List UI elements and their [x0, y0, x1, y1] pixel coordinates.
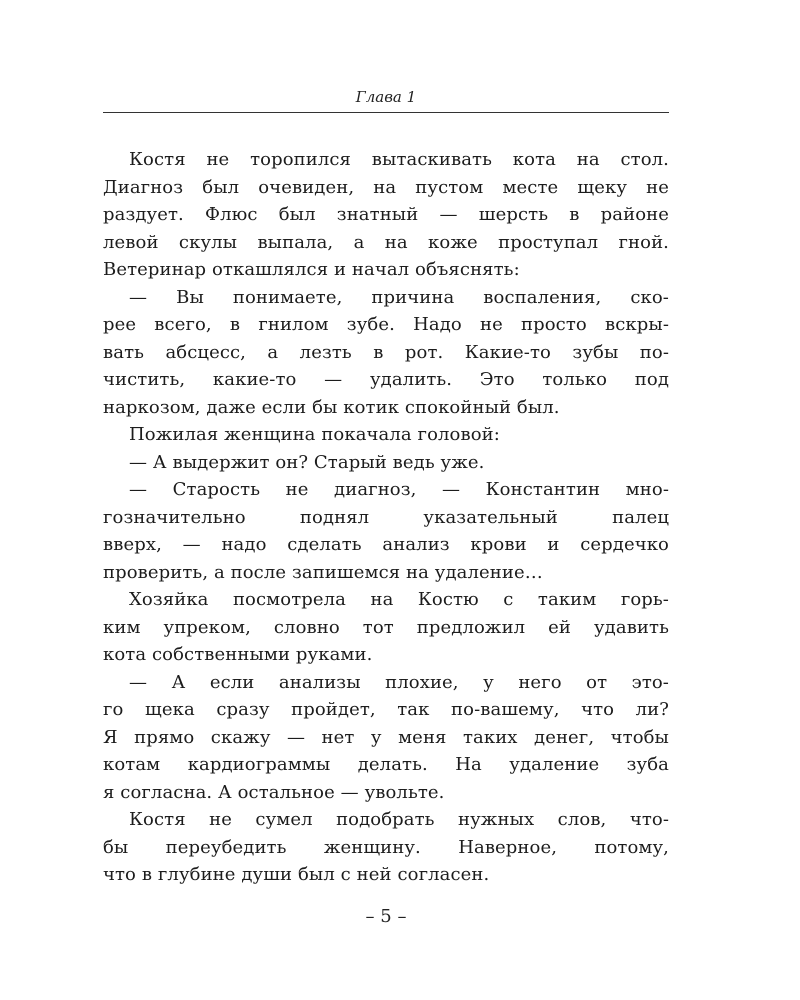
text-line: рее всего, в гнилом зубе. Надо не просто вскры- [103, 314, 669, 335]
text-line: я согласна. А остальное — увольте. [103, 781, 445, 803]
text-line: Костя не торопился вытаскивать кота на стол. [129, 149, 669, 170]
text-line: Хозяйка посмотрела на Костю с таким горь- [129, 589, 669, 610]
text-line: Костя не сумел подобрать нужных слов, что- [129, 809, 669, 830]
text-line: — Старость не диагноз, — Константин мно- [129, 479, 669, 500]
text-line: — Вы понимаете, причина воспаления, ско- [129, 286, 669, 308]
text-line: го щека сразу пройдет, так по-вашему, что ли? [103, 699, 669, 720]
text-line: Я прямо скажу — нет у меня таких денег, чтобы [103, 726, 669, 748]
text-line: Ветеринар откашлялся и начал объяснять: [103, 259, 520, 280]
text-line: гозначительно поднял указательный палец [103, 506, 669, 528]
text-line: левой скулы выпала, а на коже проступал гной. [103, 231, 669, 253]
text-line: что в глубине души был с ней согласен. [103, 864, 490, 885]
text-line: раздует. Флюс был знатный — шерсть в районе [103, 204, 669, 225]
text-line: котам кардиограммы делать. На удаление зуба [103, 754, 669, 775]
text-line: проверить, а после запишемся на удаление… [103, 561, 543, 583]
text-line: вверх, — надо сделать анализ крови и сердечко [103, 534, 669, 555]
header-rule [103, 112, 669, 113]
text-line: вать абсцесс, а лезть в рот. Какие-то зубы по- [103, 341, 669, 363]
text-line: кота собственными руками. [103, 644, 373, 665]
text-line: Диагноз был очевиден, на пустом месте щеку не [103, 176, 669, 198]
text-line: чистить, какие-то — удалить. Это только под [103, 369, 669, 390]
text-line: Пожилая женщина покачала головой: [129, 424, 500, 445]
text-line: бы переубедить женщину. Наверное, потому, [103, 836, 669, 858]
body-text [103, 146, 669, 889]
page-number: – 5 – [365, 906, 407, 927]
text-line: ким упреком, словно тот предложил ей удавить [103, 616, 669, 638]
text-line: наркозом, даже если бы котик спокойный был. [103, 396, 560, 418]
text-line: — А выдержит он? Старый ведь уже. [129, 451, 485, 473]
running-head: Глава 1 [355, 88, 417, 106]
text-line: — А если анализы плохие, у него от это- [129, 671, 669, 693]
